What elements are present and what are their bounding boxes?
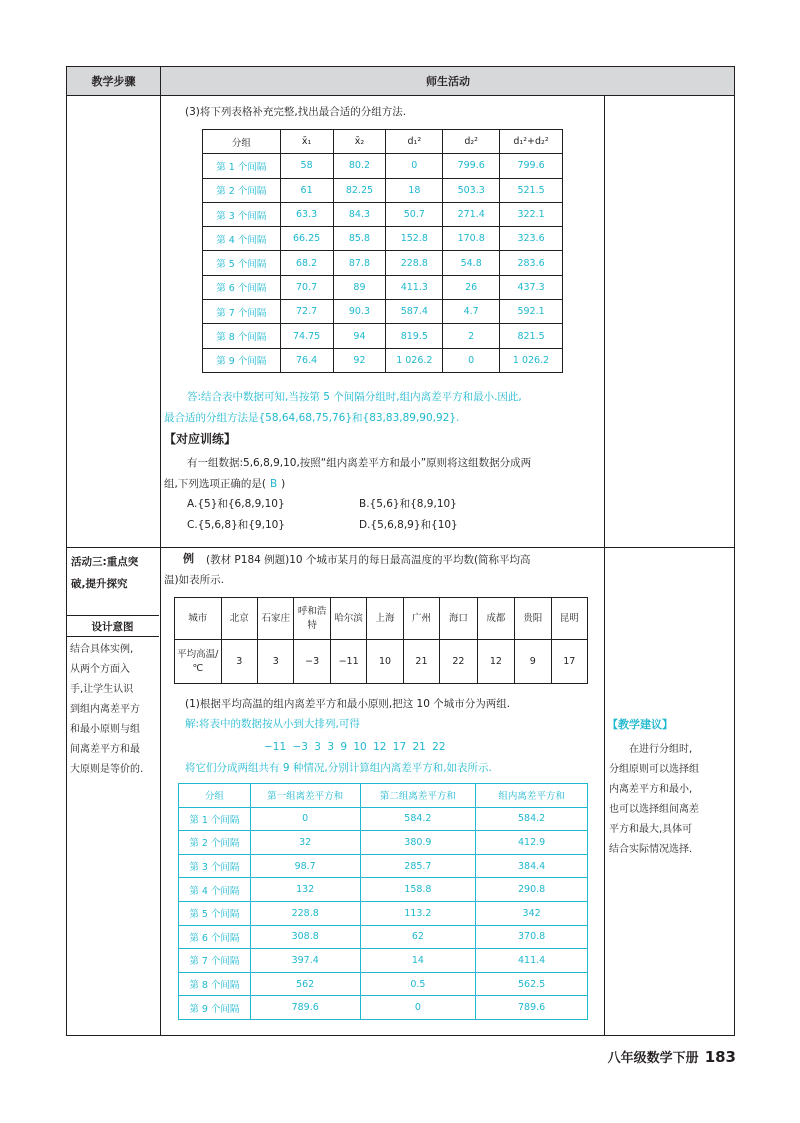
- table-cell: 584.2: [360, 807, 476, 831]
- table-header-cell: 分组: [203, 130, 281, 154]
- table-cell: 第 1 个间隔: [179, 807, 251, 831]
- table-cell: 68.2: [280, 251, 333, 275]
- part3-answer-line2: 最合适的分组方法是{58,64,68,75,76}和{83,83,89,90,92}.: [164, 412, 460, 424]
- teaching-suggestion-text: [609, 740, 733, 860]
- table-row: [179, 901, 588, 925]
- activity3-title-line1: 活动三:重点突: [71, 556, 139, 568]
- table-header-cell: x̄₁: [280, 130, 333, 154]
- table-row: [179, 925, 588, 949]
- table-header-cell: 城市: [175, 598, 222, 640]
- table-cell: 1 026.2: [500, 348, 563, 372]
- table-row: [203, 275, 563, 299]
- table-cell: 370.8: [476, 925, 588, 949]
- table-cell: 61: [280, 178, 333, 202]
- table-cell: 呼和浩特: [294, 598, 330, 640]
- table-cell: 89: [333, 275, 386, 299]
- table-cell: 562.5: [476, 972, 588, 996]
- table-cell: 411.3: [386, 275, 443, 299]
- table-cell: 66.25: [280, 227, 333, 251]
- training-question-text: 组,下列选项正确的是(: [164, 478, 266, 490]
- table-cell: 384.4: [476, 854, 588, 878]
- table-cell: 228.8: [250, 901, 360, 925]
- design-intent-line: 到组内离差平方: [70, 704, 140, 715]
- suggestion-line: 分组原则可以选择组: [609, 764, 699, 775]
- table-cell: 283.6: [500, 251, 563, 275]
- teaching-suggestion-heading: 【教学建议】: [607, 718, 673, 731]
- table-cell: 271.4: [443, 202, 500, 226]
- table-cell: 14: [360, 949, 476, 973]
- table-cell: 94: [333, 324, 386, 348]
- table-cell: −11: [330, 640, 366, 684]
- table-cell: 0: [360, 996, 476, 1020]
- book-title: 八年级数学下册: [607, 1051, 699, 1066]
- suggestion-line: 平方和最大,具体可: [609, 824, 693, 835]
- table-cell: 308.8: [250, 925, 360, 949]
- table-cell: 228.8: [386, 251, 443, 275]
- table-cell: 第 7 个间隔: [179, 949, 251, 973]
- table-row: [179, 972, 588, 996]
- table-cell: 海口: [440, 598, 477, 640]
- table-cell: 第 9 个间隔: [203, 348, 281, 372]
- table-header-cell: d₂²: [443, 130, 500, 154]
- table-row: [179, 854, 588, 878]
- table-cell: 50.7: [386, 202, 443, 226]
- table-cell: 323.6: [500, 227, 563, 251]
- design-intent-line: 和最小原则与组: [70, 724, 140, 735]
- table-cell: 819.5: [386, 324, 443, 348]
- table-cell: 521.5: [500, 178, 563, 202]
- table-cell: 第 2 个间隔: [179, 831, 251, 855]
- table-cell: 22: [440, 640, 477, 684]
- table-cell: 72.7: [280, 300, 333, 324]
- table-cell: 第 5 个间隔: [203, 251, 281, 275]
- table-cell: 0: [443, 348, 500, 372]
- design-intent-line: 结合具体实例,: [70, 644, 134, 655]
- table-row: [203, 178, 563, 202]
- table-cell: 第 4 个间隔: [203, 227, 281, 251]
- table-cell: 322.1: [500, 202, 563, 226]
- option-d: D.{5,6,8,9}和{10}: [359, 519, 458, 531]
- table-cell: 4.7: [443, 300, 500, 324]
- table-cell: 第 6 个间隔: [179, 925, 251, 949]
- table-header-cell: 第一组离差平方和: [250, 784, 360, 808]
- table-cell: 54.8: [443, 251, 500, 275]
- table-row: [203, 300, 563, 324]
- table-row: [179, 949, 588, 973]
- table-cell: 0.5: [360, 972, 476, 996]
- table-cell: 411.4: [476, 949, 588, 973]
- table-row: [203, 227, 563, 251]
- steps-column-divider: [160, 96, 161, 1035]
- table-cell: 132: [250, 878, 360, 902]
- table-cell: 第 6 个间隔: [203, 275, 281, 299]
- table-cell: 1 026.2: [386, 348, 443, 372]
- table-cell: 587.4: [386, 300, 443, 324]
- table-header-row: [67, 67, 734, 96]
- table-cell: 63.3: [280, 202, 333, 226]
- page-footer: [608, 1047, 736, 1066]
- training-question-close: ): [281, 478, 286, 490]
- table-cell: 82.25: [333, 178, 386, 202]
- table-cell: 昆明: [551, 598, 587, 640]
- table-cell: 98.7: [250, 854, 360, 878]
- table-cell: 113.2: [360, 901, 476, 925]
- header-divider: [160, 67, 161, 96]
- table-cell: 北京: [221, 598, 257, 640]
- table-cell: 70.7: [280, 275, 333, 299]
- training-question-line2: [164, 477, 285, 491]
- table-cell: 285.7: [360, 854, 476, 878]
- header-steps: 教学步骤: [91, 75, 136, 88]
- table-cell: 第 5 个间隔: [179, 901, 251, 925]
- table-cell: 789.6: [476, 996, 588, 1020]
- table-cell: 437.3: [500, 275, 563, 299]
- design-intent-line: 手,让学生认识: [70, 684, 134, 695]
- table-cell: 17: [551, 640, 587, 684]
- table-row: [175, 598, 588, 640]
- design-intent-line: 大原则是等价的.: [70, 764, 144, 775]
- activity3-title-line2: 破,提升探究: [71, 578, 128, 590]
- table-cell: 第 1 个间隔: [203, 154, 281, 178]
- table-header-cell: d₁²+d₂²: [500, 130, 563, 154]
- table-row: [179, 878, 588, 902]
- option-c: C.{5,6,8}和{9,10}: [187, 519, 285, 531]
- table-cell: 第 3 个间隔: [179, 854, 251, 878]
- suggestion-line: 内离差平方和最小,: [609, 784, 693, 795]
- solution-line2: 将它们分成两组共有 9 种情况,分别计算组内离差平方和,如表所示.: [185, 762, 492, 774]
- header-activity: 师生活动: [426, 75, 470, 88]
- table-cell: 158.8: [360, 878, 476, 902]
- notes-column-divider: [604, 96, 605, 1035]
- table-cell: 380.9: [360, 831, 476, 855]
- suggestion-line: 结合实际情况选择.: [609, 844, 693, 855]
- question-1: (1)根据平均高温的组内离差平方和最小原则,把这 10 个城市分为两组.: [185, 698, 511, 710]
- example-line2: 温)如表所示.: [164, 574, 224, 586]
- table-cell: 哈尔滨: [330, 598, 366, 640]
- table-row: [203, 348, 563, 372]
- table-cell: 503.3: [443, 178, 500, 202]
- table-header-cell: 分组: [179, 784, 251, 808]
- table-cell: 第 7 个间隔: [203, 300, 281, 324]
- training-answer: B: [269, 478, 278, 490]
- table-cell: 412.9: [476, 831, 588, 855]
- table-cell: 18: [386, 178, 443, 202]
- table-header-cell: 第二组离差平方和: [360, 784, 476, 808]
- table-cell: 第 4 个间隔: [179, 878, 251, 902]
- table-cell: 592.1: [500, 300, 563, 324]
- option-b: B.{5,6}和{8,9,10}: [359, 498, 457, 510]
- table-cell: 789.6: [250, 996, 360, 1020]
- table-header-cell: d₁²: [386, 130, 443, 154]
- table-cell: 32: [250, 831, 360, 855]
- table-cell: 290.8: [476, 878, 588, 902]
- table-cell: 第 3 个间隔: [203, 202, 281, 226]
- table-cell: 第 9 个间隔: [179, 996, 251, 1020]
- table-header-row: [203, 130, 563, 154]
- table-cell: −3: [294, 640, 330, 684]
- suggestion-line: 也可以选择组间离差: [609, 804, 699, 815]
- table-cell: 10: [367, 640, 403, 684]
- table-cell: 397.4: [250, 949, 360, 973]
- table-cell: 21: [403, 640, 439, 684]
- table-cell: 76.4: [280, 348, 333, 372]
- table-cell: 3: [258, 640, 294, 684]
- option-a: A.{5}和{6,8,9,10}: [187, 498, 285, 510]
- training-heading: 【对应训练】: [164, 432, 237, 446]
- table-cell: 84.3: [333, 202, 386, 226]
- part3-instruction: (3)将下列表格补充完整,找出最合适的分组方法.: [185, 106, 407, 118]
- table-cell: 石家庄: [258, 598, 294, 640]
- table-row: [203, 324, 563, 348]
- table-row: [175, 640, 588, 684]
- table-cell: 3: [221, 640, 257, 684]
- table-row: [203, 154, 563, 178]
- page-number: 183: [704, 1048, 736, 1066]
- table-cell: 821.5: [500, 324, 563, 348]
- table-cell: 9: [515, 640, 551, 684]
- table-cell: 342: [476, 901, 588, 925]
- table-cell: 0: [250, 807, 360, 831]
- table-cell: 80.2: [333, 154, 386, 178]
- table-cell: 58: [280, 154, 333, 178]
- table-cell: 799.6: [500, 154, 563, 178]
- table-cell: 62: [360, 925, 476, 949]
- table-cell: 87.8: [333, 251, 386, 275]
- table-header-row: [179, 784, 588, 808]
- table-row: [179, 807, 588, 831]
- table-cell: 上海: [367, 598, 403, 640]
- section-divider: [67, 547, 734, 548]
- table-cell: 0: [386, 154, 443, 178]
- part3-answer-line1: 答:结合表中数据可知,当按第 5 个间隔分组时,组内离差平方和最小.因此,: [187, 391, 522, 403]
- table-cell: 广州: [403, 598, 439, 640]
- table-header-cell: 平均高温/℃: [175, 640, 222, 684]
- grouping-table: [202, 129, 563, 373]
- design-intent-line: 从两个方面入: [70, 664, 130, 675]
- table-cell: 74.75: [280, 324, 333, 348]
- table-cell: 12: [477, 640, 514, 684]
- table-cell: 92: [333, 348, 386, 372]
- design-intent-text: [70, 640, 156, 780]
- design-intent-heading: 设计意图: [66, 615, 159, 637]
- table-row: [179, 831, 588, 855]
- table-cell: 26: [443, 275, 500, 299]
- example-label: 例: [183, 552, 194, 565]
- table-cell: 170.8: [443, 227, 500, 251]
- example-line1: (教材 P184 例题)10 个城市某月的每日最高温度的平均数(简称平均高: [206, 554, 531, 566]
- table-cell: 成都: [477, 598, 514, 640]
- table-cell: 第 8 个间隔: [203, 324, 281, 348]
- table-cell: 第 8 个间隔: [179, 972, 251, 996]
- within-group-variance-table: [178, 783, 588, 1020]
- table-cell: 第 2 个间隔: [203, 178, 281, 202]
- table-header-cell: x̄₂: [333, 130, 386, 154]
- suggestion-line: 在进行分组时,: [629, 744, 693, 755]
- table-cell: 562: [250, 972, 360, 996]
- table-cell: 85.8: [333, 227, 386, 251]
- table-row: [203, 251, 563, 275]
- solution-line1: 解:将表中的数据按从小到大排列,可得: [185, 718, 360, 730]
- training-question-line1: 有一组数据:5,6,8,9,10,按照“组内离差平方和最小”原则将这组数据分成两: [187, 457, 532, 469]
- table-cell: 贵阳: [515, 598, 551, 640]
- sorted-values: −11 −3 3 3 9 10 12 17 21 22: [264, 741, 446, 753]
- table-cell: 799.6: [443, 154, 500, 178]
- design-intent-line: 间离差平方和最: [70, 744, 140, 755]
- table-cell: 2: [443, 324, 500, 348]
- city-temperature-table: [174, 597, 588, 684]
- table-header-cell: 组内离差平方和: [476, 784, 588, 808]
- table-cell: 90.3: [333, 300, 386, 324]
- table-row: [179, 996, 588, 1020]
- table-row: [203, 202, 563, 226]
- table-cell: 152.8: [386, 227, 443, 251]
- table-cell: 584.2: [476, 807, 588, 831]
